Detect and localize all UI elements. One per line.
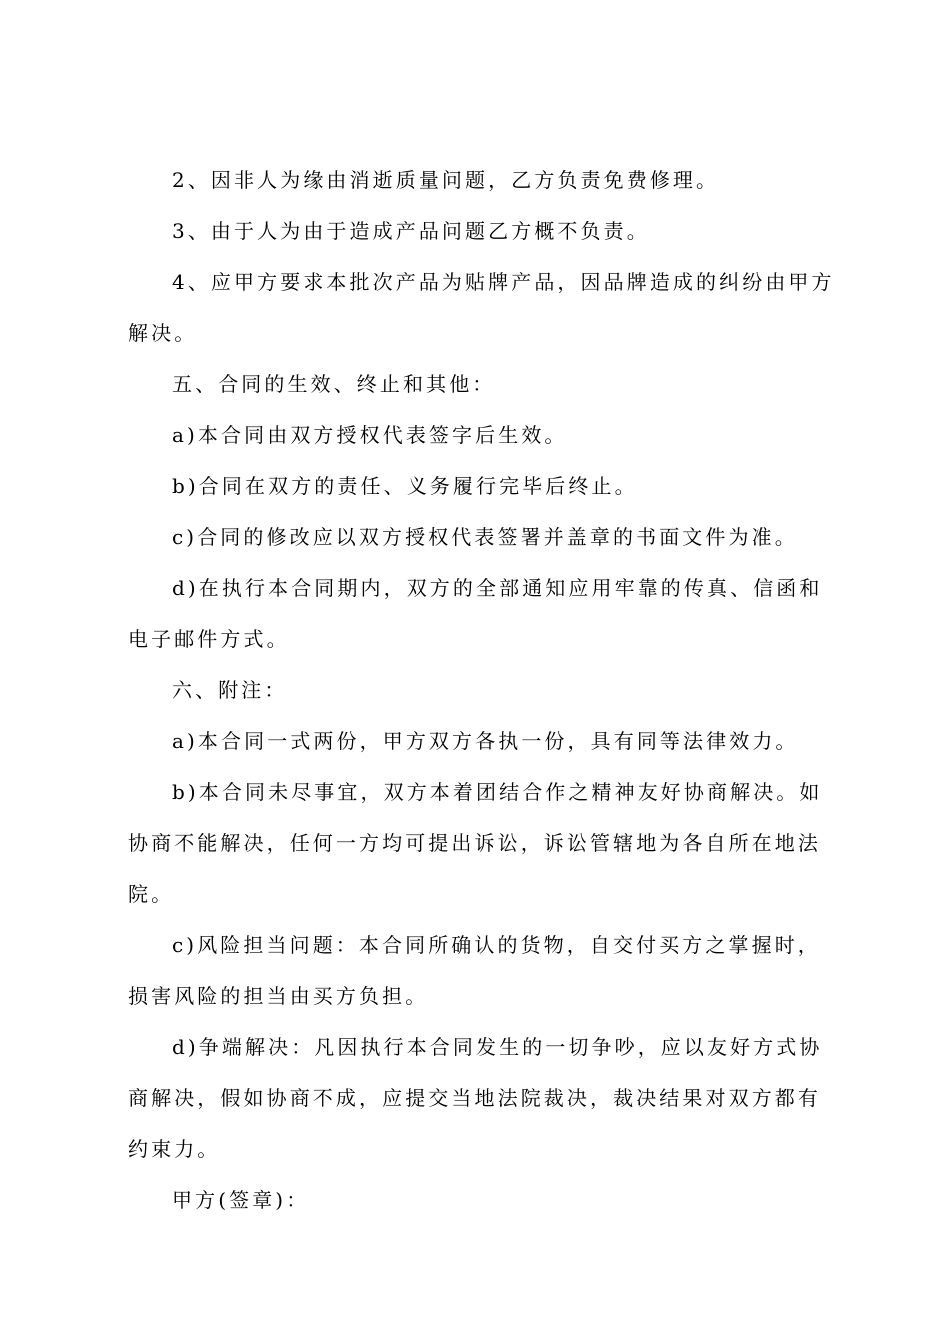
clause-5c: c)合同的修改应以双方授权代表签署并盖章的书面文件为准。 [172,525,798,549]
clause-5b: b)合同在双方的责任、义务履行完毕后终止。 [172,474,638,498]
section-heading-effect-termination: 五、合同的生效、终止和其他： [172,372,496,396]
clause-6d: d)争端解决：凡因执行本合同发生的一切争吵，应以友好方式协商解决，假如协商不成，应提交当地法院裁决，裁决结果对双方都有约束力。 [128,1035,823,1161]
clause-6a: a)本合同一式两份，甲方双方各执一份，具有同等法律效力。 [172,729,799,753]
document-page [128,0,838,1226]
section-heading-notes: 六、附注： [172,678,288,702]
party-a-signature-label: 甲方(签章)： [172,1188,310,1212]
clause-human-damage: 3、由于人为由于造成产品问题乙方概不负责。 [172,219,650,243]
clause-5a: a)本合同由双方授权代表签字后生效。 [172,423,568,447]
clause-6c: c)风险担当问题：本合同所确认的货物，自交付买方之掌握时，损害风险的担当由买方负担。 [128,933,821,1008]
clause-oem-dispute: 4、应甲方要求本批次产品为贴牌产品，因品牌造成的纠纷由甲方解决。 [128,270,835,345]
clause-6b: b)本合同未尽事宜，双方本着团结合作之精神友好协商解决。如协商不能解决，任何一方均可提出诉讼，诉讼管辖地为各自所在地法院。 [128,780,823,906]
clause-5d: d)在执行本合同期内，双方的全部通知应用牢靠的传真、信函和电子邮件方式。 [128,576,823,651]
clause-warranty-repair: 2、因非人为缘由消逝质量问题，乙方负责免费修理。 [172,168,720,192]
